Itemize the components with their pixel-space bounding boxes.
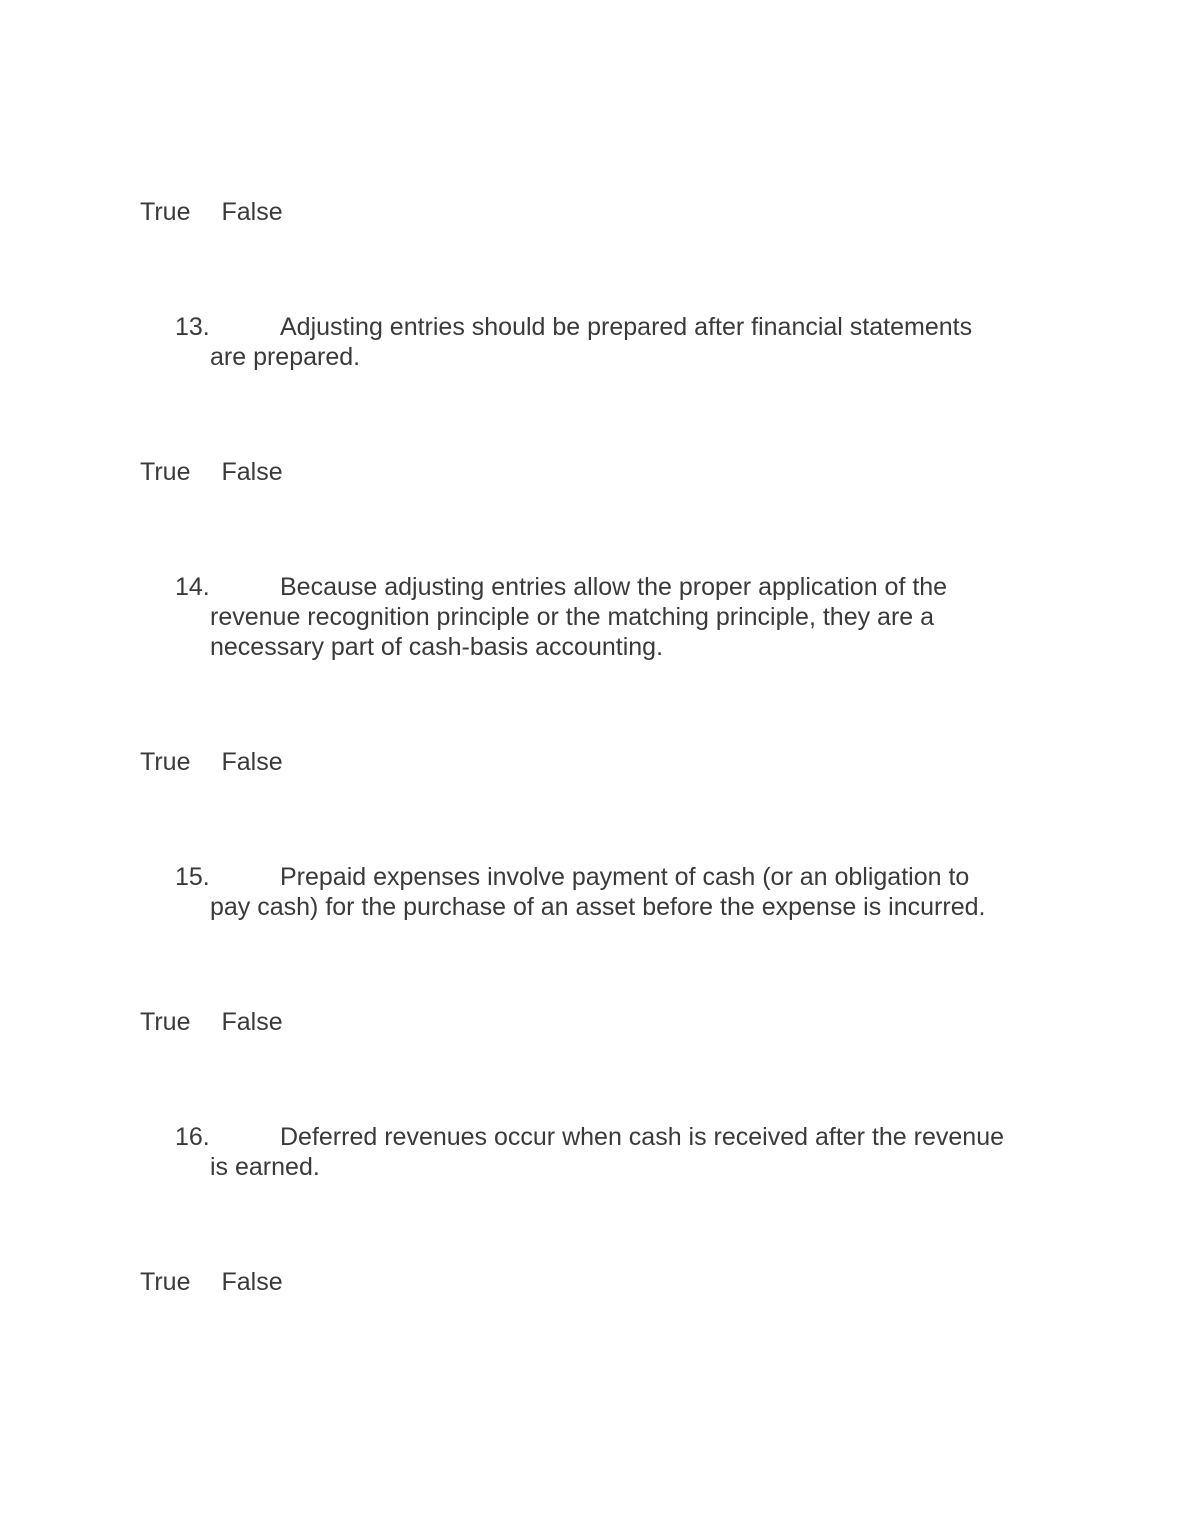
question-text-continued: pay cash) for the purchase of an asset before the expense is incurred.: [210, 893, 986, 921]
question-text: Adjusting entries should be prepared after financial statements: [280, 313, 973, 341]
true-option[interactable]: True: [140, 1008, 191, 1036]
answer-options-14: [140, 746, 283, 778]
answer-options-16: [140, 1266, 283, 1298]
true-option[interactable]: True: [140, 458, 191, 486]
question-number: 14.: [175, 573, 210, 601]
false-option[interactable]: False: [221, 748, 283, 776]
question-text: Deferred revenues occur when cash is received after the revenue: [280, 1123, 1004, 1151]
answer-options-13: [140, 456, 283, 488]
question-number: 13.: [175, 313, 210, 341]
question-number: 15.: [175, 863, 210, 891]
question-text: Prepaid expenses involve payment of cash (or an obligation to: [280, 863, 970, 891]
question-15: [175, 862, 1055, 922]
true-option[interactable]: True: [140, 1268, 191, 1296]
answer-options-12: [140, 196, 283, 228]
false-option[interactable]: False: [221, 1008, 283, 1036]
question-first-line: [175, 572, 1055, 602]
true-option[interactable]: True: [140, 198, 191, 226]
question-16: [175, 1122, 1055, 1182]
answer-options-15: [140, 1006, 283, 1038]
question-14: [175, 572, 1055, 662]
question-number: 16.: [175, 1123, 210, 1151]
question-13: [175, 312, 1055, 372]
question-first-line: [175, 862, 1055, 892]
question-first-line: [175, 312, 1055, 342]
question-first-line: [175, 1122, 1055, 1152]
false-option[interactable]: False: [221, 458, 283, 486]
question-text-continued: revenue recognition principle or the matching principle, they are a necessary part of cash-basis accounting.: [210, 603, 935, 661]
question-text-continued: are prepared.: [210, 343, 361, 371]
true-option[interactable]: True: [140, 748, 191, 776]
question-text: Because adjusting entries allow the proper application of the: [280, 573, 948, 601]
false-option[interactable]: False: [221, 198, 283, 226]
question-text-continued: is earned.: [210, 1153, 320, 1181]
false-option[interactable]: False: [221, 1268, 283, 1296]
